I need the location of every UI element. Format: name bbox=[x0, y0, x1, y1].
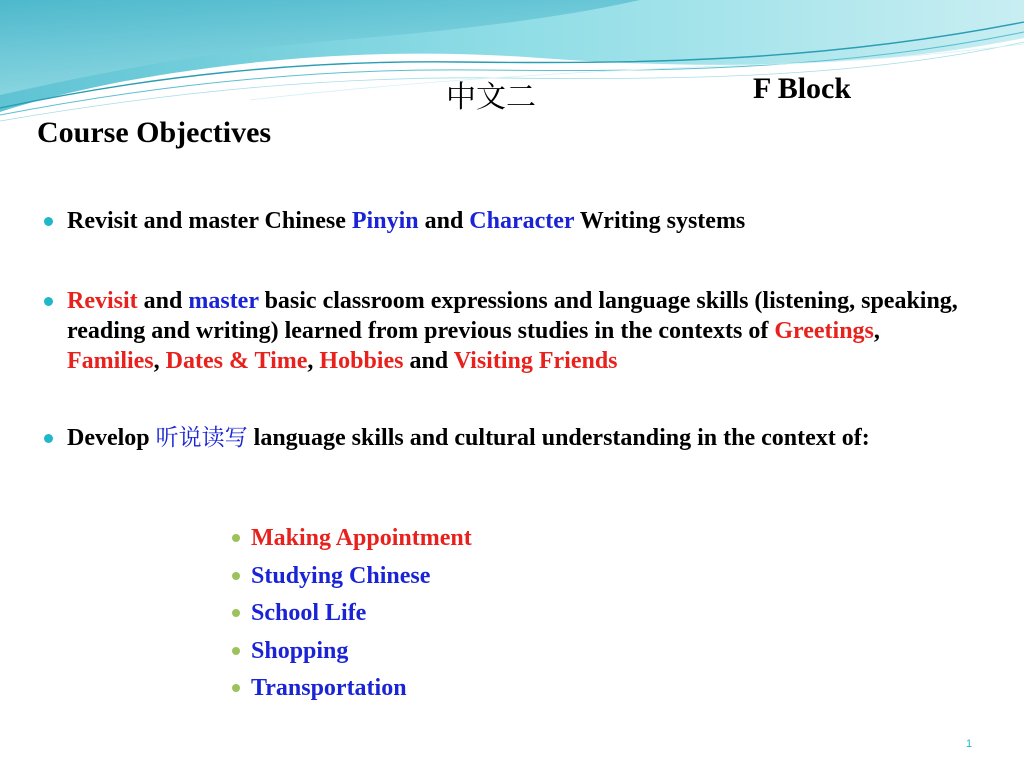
keyword-pinyin: Pinyin bbox=[351, 208, 419, 234]
keyword-visiting-friends: Visiting Friends bbox=[453, 348, 618, 374]
text-segment: Develop bbox=[67, 425, 156, 451]
objective-item-revisit bbox=[44, 286, 974, 376]
text-segment: Writing systems bbox=[574, 208, 746, 234]
topic-item bbox=[232, 560, 472, 598]
text-segment: , bbox=[873, 318, 880, 344]
sub-bullet-dot-icon bbox=[232, 534, 240, 542]
objective-item-develop bbox=[44, 423, 974, 453]
topic-item bbox=[232, 672, 472, 710]
slide-title bbox=[0, 72, 1024, 115]
sub-bullet-dot-icon bbox=[232, 609, 240, 617]
text-segment: basic classroom expressions and language skills (listening, speaking, reading and writing) learned from previous studies in the contexts of bbox=[67, 288, 958, 344]
topic-item bbox=[232, 522, 472, 560]
topic-item bbox=[232, 597, 472, 635]
bullet-dot-icon bbox=[44, 217, 53, 226]
keyword-character: Character bbox=[469, 208, 575, 234]
text-segment: and bbox=[403, 348, 454, 374]
page-number: 1 bbox=[966, 738, 973, 750]
sub-bullet-dot-icon bbox=[232, 572, 240, 580]
bullet-dot-icon bbox=[44, 297, 53, 306]
text-segment: , bbox=[153, 348, 166, 374]
topic-label: Making Appointment bbox=[251, 525, 472, 551]
topic-item bbox=[232, 635, 472, 673]
topic-label: School Life bbox=[251, 600, 367, 626]
topic-label: Studying Chinese bbox=[251, 562, 431, 589]
bullet-dot-icon bbox=[44, 434, 53, 443]
title-chinese: 中文二 bbox=[446, 80, 536, 115]
keyword-dates-time: Dates & Time bbox=[165, 348, 308, 374]
sub-bullet-dot-icon bbox=[232, 684, 240, 692]
sub-bullet-dot-icon bbox=[232, 647, 240, 655]
title-block: F Block bbox=[753, 72, 852, 105]
topic-label: Shopping bbox=[251, 637, 349, 664]
text-segment: , bbox=[307, 348, 320, 374]
objective-item-pinyin bbox=[44, 206, 974, 236]
topics-list bbox=[232, 522, 472, 710]
objectives-list bbox=[44, 206, 974, 453]
text-segment: and bbox=[137, 288, 189, 314]
text-segment: Revisit and master Chinese bbox=[67, 208, 352, 234]
section-heading: Course Objectives bbox=[37, 116, 272, 149]
topic-label: Transportation bbox=[251, 675, 407, 701]
keyword-chinese-skills: 听说读写 bbox=[155, 425, 248, 451]
keyword-greetings: Greetings bbox=[774, 318, 874, 344]
keyword-hobbies: Hobbies bbox=[319, 348, 404, 374]
text-segment: language skills and cultural understanding in the context of: bbox=[247, 425, 870, 451]
keyword-families: Families bbox=[67, 348, 154, 374]
keyword-revisit: Revisit bbox=[67, 288, 138, 314]
keyword-master: master bbox=[188, 288, 259, 314]
text-segment: and bbox=[418, 208, 470, 234]
